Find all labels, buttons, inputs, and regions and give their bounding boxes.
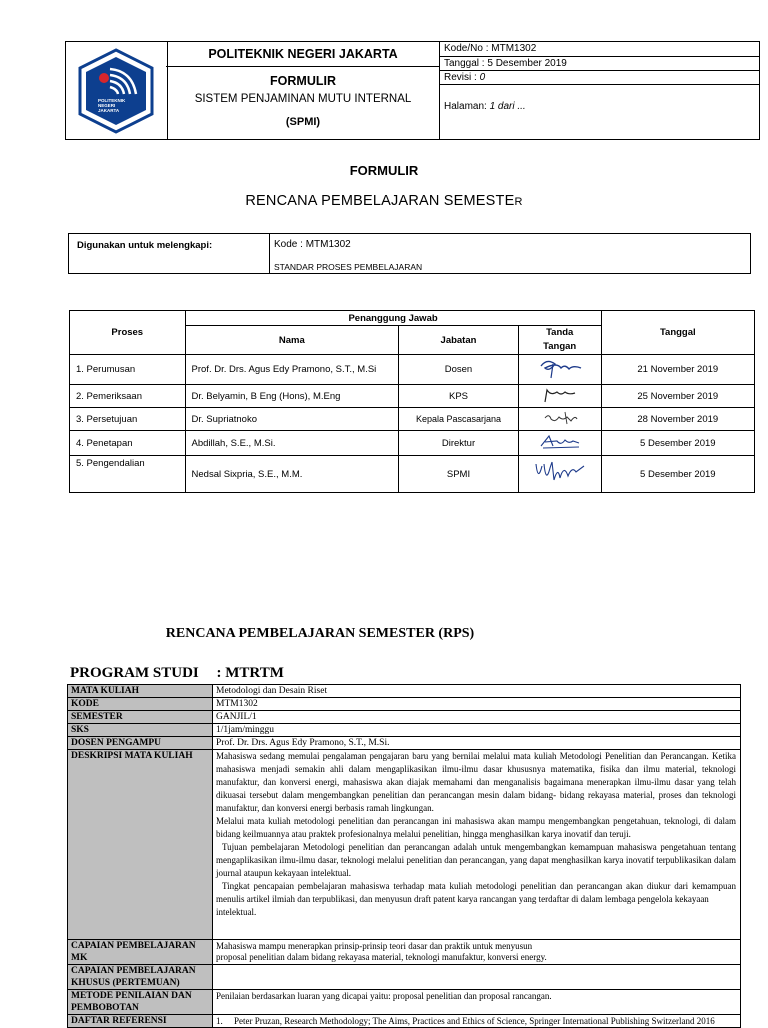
- table-row: [70, 355, 755, 385]
- mata-kuliah-label: MATA KULIAH: [68, 685, 213, 698]
- deskripsi-paragraph: Melalui mata kuliah metodologi penelitian dan perancangan ini mahasiswa akan mampu mengembangkan pengetahuan, teknologi, di dalam bidang keilmuannya atau praktek profesionalnya melalui penelitian, hingga menghasilkan karya inovatif dan teruji.: [216, 816, 736, 839]
- signature-image: [535, 432, 585, 452]
- dosen-value: Prof. Dr. Drs. Agus Edy Pramono, S.T., M.Si.: [213, 737, 741, 750]
- metode-value: Penilaian berdasarkan luaran yang dicapai yaitu: proposal penelitian dan proposal rancangan.: [213, 990, 741, 1015]
- capaian-line: proposal penelitian dalam bidang rekayasa material, teknologi manufaktur, konversi energy.: [216, 952, 547, 962]
- kode-value: MTM1302: [213, 698, 741, 711]
- header-tanggal: Tanggal: [601, 311, 754, 355]
- signature-image: [535, 409, 585, 427]
- logo-text: POLITEKNIK NEGERI JAKARTA: [98, 98, 126, 113]
- tanggal-cell: 28 November 2019: [601, 408, 754, 431]
- rps-heading-main: RENCANA PEMBELAJARAN SEMESTE: [245, 193, 515, 209]
- form-label: FORMULIR: [270, 74, 336, 88]
- jabatan-cell: Direktur: [399, 431, 519, 456]
- table-row: [68, 711, 741, 724]
- signature-image: [535, 356, 585, 380]
- proses-cell: 3. Persetujuan: [70, 408, 186, 431]
- table-row: [70, 456, 755, 493]
- usage-label: Digunakan untuk melengkapi:: [77, 240, 213, 251]
- jabatan-cell: SPMI: [399, 456, 519, 493]
- deskripsi-paragraph: intelektual.: [216, 907, 257, 917]
- capaian-line: Mahasiswa mampu menerapkan prinsip-prinsip teori dasar dan praktik untuk menyusun: [216, 941, 533, 951]
- header-meta-cell: [439, 42, 760, 139]
- jabatan-cell: KPS: [399, 385, 519, 408]
- system-title: SISTEM PENJAMINAN MUTU INTERNAL: [194, 93, 412, 105]
- institution-logo: [66, 42, 167, 139]
- header-penanggung-jawab: Penanggung Jawab: [185, 311, 601, 326]
- deskripsi-paragraph: Mahasiswa sedang memulai pengalaman pengajaran baru yang bernilai melalui mata kuliah Metodologi Penelitian dan Perancangan. Ketika mahasiswa menjadi semakin ahli dalam mengaplikasikan ilmu-ilmu dasar khususnya matematika, fisika dan ilmu material, teknologi manufaktur, dan konversi energi, mahasiswa akan diajak memahami dan menganalisis bagaimana menerapkan ilmu-ilmu dasar yang telah dikuasai tersebut dalam mengembangkan penelitian dan perancangan mesin dalam bidang- bidang rekayasa material, proses dan teknologi manufaktur, dan konversi energi berbasis ramah lingkungan.: [216, 751, 736, 813]
- table-row: [68, 965, 741, 990]
- table-row: [68, 750, 741, 940]
- semester-value: GANJIL/1: [213, 711, 741, 724]
- halaman-label: Halaman:: [444, 101, 490, 112]
- proses-cell: 4. Penetapan: [70, 431, 186, 456]
- header-proses: Proses: [70, 311, 186, 355]
- rps-table: [67, 684, 741, 1028]
- signature-cell: [518, 431, 601, 456]
- document-header: [65, 41, 760, 140]
- signature-image: [530, 458, 590, 488]
- referensi-label: DAFTAR REFERENSI: [68, 1015, 213, 1028]
- system-abbr: (SPMI): [285, 116, 321, 128]
- table-row: [68, 737, 741, 750]
- capaian-label: CAPAIAN PEMBELAJARAN MK: [68, 940, 213, 965]
- program-studi-value: : MTRTM: [216, 665, 284, 681]
- referensi-value: [213, 1015, 741, 1028]
- table-row: [68, 990, 741, 1015]
- table-row: [70, 431, 755, 456]
- kode-label: KODE: [68, 698, 213, 711]
- program-studi: [70, 665, 284, 682]
- logo-cell: [66, 42, 168, 139]
- tanggal-cell: 25 November 2019: [601, 385, 754, 408]
- sks-label: SKS: [68, 724, 213, 737]
- capaian-khusus-value: [213, 965, 741, 990]
- dosen-label: DOSEN PENGAMPU: [68, 737, 213, 750]
- header-title-cell: [167, 42, 439, 139]
- referensi-number: 1.: [216, 1016, 223, 1026]
- institution-name: POLITEKNIK NEGERI JAKARTA: [208, 47, 398, 61]
- signature-cell: [518, 408, 601, 431]
- deskripsi-label: DESKRIPSI MATA KULIAH: [68, 750, 213, 940]
- tanggal-cell: 5 Desember 2019: [601, 456, 754, 493]
- referensi-text: Peter Pruzan, Research Methodology; The Aims, Practices and Ethics of Science, Springer International Publishing Switzerland 2016: [234, 1016, 715, 1026]
- rps-title: RENCANA PEMBELAJARAN SEMESTER (RPS): [165, 626, 475, 641]
- table-row: [70, 385, 755, 408]
- header-tangan: Tangan: [543, 341, 577, 352]
- form-heading: FORMULIR: [349, 163, 419, 178]
- table-row: [68, 940, 741, 965]
- proses-cell: 1. Perumusan: [70, 355, 186, 385]
- halaman-field: [440, 100, 760, 114]
- usage-divider: [269, 234, 270, 273]
- proses-cell: 5. Pengendalian: [70, 456, 186, 493]
- halaman-value: 1 dari ...: [489, 101, 526, 112]
- deskripsi-value: [213, 750, 741, 940]
- header-tanda-tangan: [518, 326, 601, 355]
- jabatan-cell: Kepala Pascasarjana: [399, 408, 519, 431]
- header-divider: [166, 66, 439, 67]
- program-studi-label: PROGRAM STUDI: [70, 665, 199, 681]
- rps-heading-tail: R: [514, 196, 523, 208]
- semester-label: SEMESTER: [68, 711, 213, 724]
- table-row: [68, 698, 741, 711]
- usage-box: [68, 233, 751, 274]
- table-row: [70, 408, 755, 431]
- nama-cell: Nedsal Sixpria, S.E., M.M.: [185, 456, 399, 493]
- metode-label: METODE PENILAIAN DAN PEMBOBOTAN: [68, 990, 213, 1015]
- signature-image: [535, 386, 585, 404]
- nama-cell: Dr. Supriatnoko: [185, 408, 399, 431]
- tanggal-cell: 5 Desember 2019: [601, 431, 754, 456]
- nama-cell: Prof. Dr. Drs. Agus Edy Pramono, S.T., M.Si: [185, 355, 399, 385]
- signature-cell: [518, 385, 601, 408]
- mata-kuliah-value: Metodologi dan Desain Riset: [213, 685, 741, 698]
- usage-kode: Kode : MTM1302: [274, 239, 351, 250]
- proses-cell: 2. Pemeriksaan: [70, 385, 186, 408]
- nama-cell: Dr. Belyamin, B Eng (Hons), M.Eng: [185, 385, 399, 408]
- capaian-khusus-label: CAPAIAN PEMBELAJARAN KHUSUS (PERTEMUAN): [68, 965, 213, 990]
- nama-cell: Abdillah, S.E., M.Si.: [185, 431, 399, 456]
- tanggal-field: Tanggal : 5 Desember 2019: [440, 57, 760, 71]
- revisi-value: 0: [479, 72, 486, 83]
- tanggal-cell: 21 November 2019: [601, 355, 754, 385]
- revisi-field: [440, 71, 760, 85]
- rps-heading: [0, 193, 768, 209]
- sks-value: 1/1jam/minggu: [213, 724, 741, 737]
- capaian-value: [213, 940, 741, 965]
- table-row: [68, 724, 741, 737]
- signature-cell: [518, 355, 601, 385]
- table-row: [68, 1015, 741, 1028]
- header-jabatan: Jabatan: [399, 326, 519, 355]
- signature-cell: [518, 456, 601, 493]
- usage-standar: STANDAR PROSES PEMBELAJARAN: [274, 262, 423, 272]
- kode-no: Kode/No : MTM1302: [440, 42, 760, 57]
- header-nama: Nama: [185, 326, 399, 355]
- revisi-label: Revisi :: [444, 72, 480, 83]
- jabatan-cell: Dosen: [399, 355, 519, 385]
- table-row: [68, 685, 741, 698]
- header-tanda: Tanda: [546, 327, 574, 338]
- deskripsi-paragraph: Tujuan pembelajaran Metodologi penelitian dan perancangan adalah untuk mengembangkan kemampuan mahasiswa pengetahuan tentang mengaplikasikan ilmu-ilmu dasar, teknologi melalui penelitian dan perancangan, yang dapat menghasilkan karya inovatif terpublikasikan dalam journal ataupun kekayaan intelektual.: [216, 842, 736, 878]
- responsibility-table: [69, 310, 755, 493]
- deskripsi-paragraph: Tingkat pencapaian pembelajaran mahasiswa terhadap mata kuliah metodologi penelitian dan perancangan akan diukur dari kemampuan menulis artikel ilmiah dan terpublikasi, dan menyusun draft patent karya rancangan yang terdaftar di dalam lembaga pengelola kekayaan: [216, 881, 736, 904]
